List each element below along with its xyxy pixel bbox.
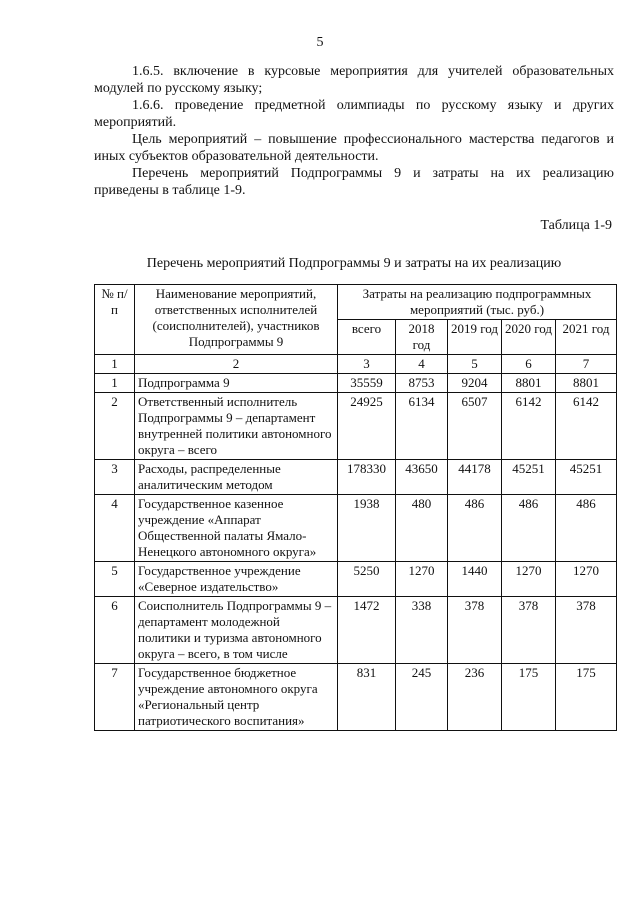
header-2020: 2020 год <box>502 320 556 355</box>
table-row <box>95 664 617 731</box>
header-name: Наименование мероприятий, ответственных исполнителей (соисполнителей), участников Подпрограммы 9 <box>135 285 338 355</box>
row-total: 35559 <box>338 374 396 393</box>
row-2019: 6507 <box>448 393 502 460</box>
column-number: 1 <box>95 355 135 374</box>
header-2018: 2018 год <box>396 320 448 355</box>
row-total: 178330 <box>338 460 396 495</box>
header-row <box>95 285 617 320</box>
row-2018: 245 <box>396 664 448 731</box>
row-2021: 8801 <box>556 374 617 393</box>
row-2018: 6134 <box>396 393 448 460</box>
row-2019: 44178 <box>448 460 502 495</box>
row-num: 2 <box>95 393 135 460</box>
column-number: 6 <box>502 355 556 374</box>
row-num: 3 <box>95 460 135 495</box>
row-2019: 1440 <box>448 562 502 597</box>
table-title: Перечень мероприятий Подпрограммы 9 и затраты на их реализацию <box>146 256 562 271</box>
paragraph-1-6-6: 1.6.6. проведение предметной олимпиады по русскому языку и других мероприятий. <box>94 98 614 130</box>
header-total: всего <box>338 320 396 355</box>
row-2019: 486 <box>448 495 502 562</box>
table-row <box>95 460 617 495</box>
column-number: 2 <box>135 355 338 374</box>
paragraph-1-6-5: 1.6.5. включение в курсовые мероприятия для учителей образовательных модулей по русскому языку; <box>94 64 614 96</box>
table-row <box>95 393 617 460</box>
row-2018: 1270 <box>396 562 448 597</box>
row-2021: 378 <box>556 597 617 664</box>
row-2018: 338 <box>396 597 448 664</box>
paragraph-goal: Цель мероприятий – повышение профессионального мастерства педагогов и иных субъектов образовательной деятельности. <box>94 132 614 164</box>
header-2019: 2019 год <box>448 320 502 355</box>
row-2019: 9204 <box>448 374 502 393</box>
row-2021: 6142 <box>556 393 617 460</box>
row-name: Государственное казенное учреждение «Аппарат Общественной палаты Ямало-Ненецкого автономного округа» <box>135 495 338 562</box>
row-name: Подпрограмма 9 <box>135 374 338 393</box>
row-2021: 175 <box>556 664 617 731</box>
row-name: Расходы, распределенные аналитическим методом <box>135 460 338 495</box>
row-num: 1 <box>95 374 135 393</box>
page-number: 5 <box>316 35 324 50</box>
row-name: Ответственный исполнитель Подпрограммы 9 – департамент внутренней политики автономного округа – всего <box>135 393 338 460</box>
row-2020: 378 <box>502 597 556 664</box>
row-num: 7 <box>95 664 135 731</box>
column-number: 5 <box>448 355 502 374</box>
row-name: Соисполнитель Подпрограммы 9 – департамент молодежной политики и туризма автономного округа – всего, в том числе <box>135 597 338 664</box>
table-label: Таблица 1-9 <box>540 218 612 233</box>
row-2021: 1270 <box>556 562 617 597</box>
row-total: 831 <box>338 664 396 731</box>
column-number: 3 <box>338 355 396 374</box>
table-row <box>95 562 617 597</box>
row-total: 1938 <box>338 495 396 562</box>
table-row <box>95 495 617 562</box>
costs-table <box>94 284 617 731</box>
table-row <box>95 374 617 393</box>
header-num: № п/п <box>95 285 135 355</box>
row-2020: 45251 <box>502 460 556 495</box>
row-2020: 8801 <box>502 374 556 393</box>
column-number: 4 <box>396 355 448 374</box>
body-text <box>94 63 614 199</box>
row-total: 24925 <box>338 393 396 460</box>
row-name: Государственное бюджетное учреждение автономного округа «Региональный центр патриотического воспитания» <box>135 664 338 731</box>
row-num: 4 <box>95 495 135 562</box>
row-2019: 236 <box>448 664 502 731</box>
row-2020: 175 <box>502 664 556 731</box>
table-row <box>95 597 617 664</box>
header-costs: Затраты на реализацию подпрограммных мероприятий (тыс. руб.) <box>338 285 617 320</box>
row-2021: 486 <box>556 495 617 562</box>
row-2018: 43650 <box>396 460 448 495</box>
row-2019: 378 <box>448 597 502 664</box>
column-number: 7 <box>556 355 617 374</box>
column-number-row <box>95 355 617 374</box>
row-name: Государственное учреждение «Северное издательство» <box>135 562 338 597</box>
row-2021: 45251 <box>556 460 617 495</box>
row-2020: 486 <box>502 495 556 562</box>
paragraph-list-intro: Перечень мероприятий Подпрограммы 9 и затраты на их реализацию приведены в таблице 1-9. <box>94 166 614 198</box>
row-num: 5 <box>95 562 135 597</box>
row-total: 5250 <box>338 562 396 597</box>
row-num: 6 <box>95 597 135 664</box>
row-2018: 8753 <box>396 374 448 393</box>
header-2021: 2021 год <box>556 320 617 355</box>
row-total: 1472 <box>338 597 396 664</box>
row-2018: 480 <box>396 495 448 562</box>
row-2020: 1270 <box>502 562 556 597</box>
row-2020: 6142 <box>502 393 556 460</box>
